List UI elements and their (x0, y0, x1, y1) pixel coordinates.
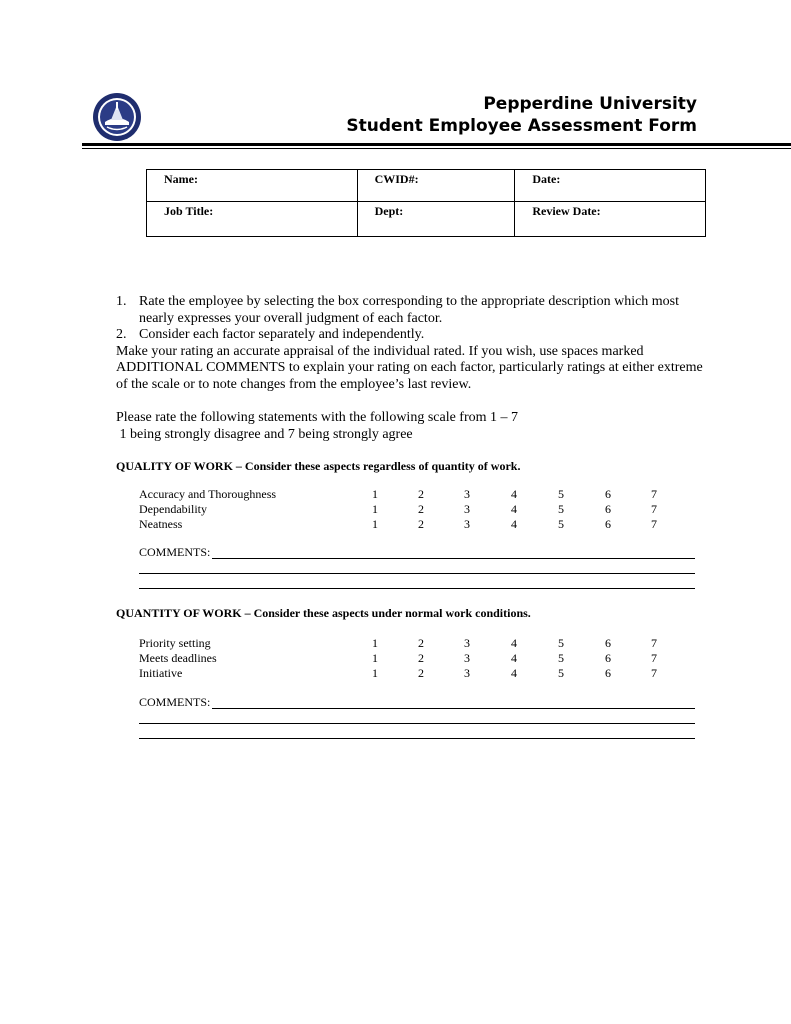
rating-option-1[interactable]: 1 (372, 636, 378, 650)
review-date-field[interactable] (515, 202, 706, 237)
quantity-comments-line[interactable] (139, 696, 695, 711)
quantity-comments-line[interactable] (139, 726, 695, 741)
rating-option-4[interactable]: 4 (511, 487, 517, 501)
dept-field[interactable] (357, 202, 515, 237)
header-divider-thin (82, 148, 791, 149)
rating-option-3[interactable]: 3 (464, 502, 470, 516)
job-title-field[interactable] (147, 202, 358, 237)
name-field[interactable] (147, 170, 358, 202)
quantity-comments-line[interactable] (139, 711, 695, 726)
instruction-text: Consider each factor separately and independently. (139, 327, 425, 343)
rating-option-4[interactable]: 4 (511, 502, 517, 516)
instruction-text: Rate the employee by selecting the box corresponding to the appropriate description which most nearly expresses your overall judgment of each factor. (139, 294, 680, 326)
rating-option-5[interactable]: 5 (558, 502, 564, 516)
instructions (116, 294, 706, 394)
rating-row (139, 666, 699, 681)
rating-option-6[interactable]: 6 (605, 636, 611, 650)
rating-option-1[interactable]: 1 (372, 666, 378, 680)
rating-option-4[interactable]: 4 (511, 517, 517, 531)
form-name: Student Employee Assessment Form (346, 116, 697, 136)
rating-option-1[interactable]: 1 (372, 517, 378, 531)
employee-info-table (146, 169, 706, 237)
rating-option-7[interactable]: 7 (651, 636, 657, 650)
rating-option-2[interactable]: 2 (418, 487, 424, 501)
comments-label: COMMENTS: (139, 545, 211, 559)
rating-option-7[interactable]: 7 (651, 502, 657, 516)
rating-label: Meets deadlines (139, 651, 217, 665)
header-divider-thick (82, 143, 791, 146)
instruction-item (116, 327, 706, 344)
rating-row (139, 487, 699, 502)
rating-option-7[interactable]: 7 (651, 517, 657, 531)
rating-option-5[interactable]: 5 (558, 487, 564, 501)
instruction-paragraph: Make your rating an accurate appraisal of the individual rated. If you wish, use spaces marked ADDITIONAL COMMENTS to explain your rating on each factor, particularly ratings at either extreme of the scale or to note changes from the employee’s last review. (116, 343, 703, 392)
rating-option-5[interactable]: 5 (558, 666, 564, 680)
rating-label: Dependability (139, 502, 207, 516)
rating-option-7[interactable]: 7 (651, 666, 657, 680)
rating-option-6[interactable]: 6 (605, 502, 611, 516)
rating-option-4[interactable]: 4 (511, 636, 517, 650)
university-seal-icon (92, 92, 142, 142)
rating-option-5[interactable]: 5 (558, 636, 564, 650)
rating-row (139, 636, 699, 651)
rating-row (139, 502, 699, 517)
university-name: Pepperdine University (483, 94, 697, 114)
rating-option-5[interactable]: 5 (558, 517, 564, 531)
rating-option-7[interactable]: 7 (651, 487, 657, 501)
form-title (346, 93, 697, 137)
rating-label: Neatness (139, 517, 183, 531)
job-title-label: Job Title: (164, 204, 214, 218)
rating-option-3[interactable]: 3 (464, 636, 470, 650)
scale-intro-line: Please rate the following statements with the following scale from 1 – 7 (116, 410, 519, 425)
name-label: Name: (164, 172, 198, 186)
rating-option-1[interactable]: 1 (372, 651, 378, 665)
rating-label: Initiative (139, 666, 183, 680)
scale-intro-line: 1 being strongly disagree and 7 being strongly agree (116, 426, 413, 442)
rating-row (139, 517, 699, 532)
cwid-field[interactable] (357, 170, 515, 202)
rating-option-6[interactable]: 6 (605, 487, 611, 501)
instruction-number: 2. (116, 327, 127, 343)
quality-comments-line[interactable] (139, 576, 695, 591)
rating-option-5[interactable]: 5 (558, 651, 564, 665)
rating-option-6[interactable]: 6 (605, 651, 611, 665)
rating-option-4[interactable]: 4 (511, 651, 517, 665)
rating-row (139, 651, 699, 666)
rating-option-3[interactable]: 3 (464, 666, 470, 680)
rating-option-2[interactable]: 2 (418, 666, 424, 680)
rating-option-1[interactable]: 1 (372, 487, 378, 501)
rating-option-3[interactable]: 3 (464, 651, 470, 665)
comments-label: COMMENTS: (139, 695, 211, 709)
rating-option-2[interactable]: 2 (418, 651, 424, 665)
rating-option-6[interactable]: 6 (605, 517, 611, 531)
review-date-label: Review Date: (532, 204, 601, 218)
rating-option-4[interactable]: 4 (511, 666, 517, 680)
rating-option-2[interactable]: 2 (418, 502, 424, 516)
quality-heading: QUALITY OF WORK – Consider these aspects regardless of quantity of work. (116, 459, 521, 473)
quantity-heading: QUANTITY OF WORK – Consider these aspects under normal work conditions. (116, 606, 531, 620)
rating-label: Priority setting (139, 636, 211, 650)
rating-option-1[interactable]: 1 (372, 502, 378, 516)
cwid-label: CWID#: (374, 172, 419, 186)
rating-option-7[interactable]: 7 (651, 651, 657, 665)
quality-comments-line[interactable] (139, 561, 695, 576)
dept-label: Dept: (374, 204, 404, 218)
date-label: Date: (532, 172, 561, 186)
instruction-number: 1. (116, 294, 127, 309)
rating-option-2[interactable]: 2 (418, 636, 424, 650)
date-field[interactable] (515, 170, 706, 202)
rating-option-3[interactable]: 3 (464, 487, 470, 501)
rating-label: Accuracy and Thoroughness (139, 487, 277, 501)
instruction-item (116, 294, 706, 327)
rating-option-6[interactable]: 6 (605, 666, 611, 680)
rating-option-2[interactable]: 2 (418, 517, 424, 531)
quality-comments-line[interactable] (139, 546, 695, 561)
scale-intro (116, 410, 518, 443)
rating-option-3[interactable]: 3 (464, 517, 470, 531)
